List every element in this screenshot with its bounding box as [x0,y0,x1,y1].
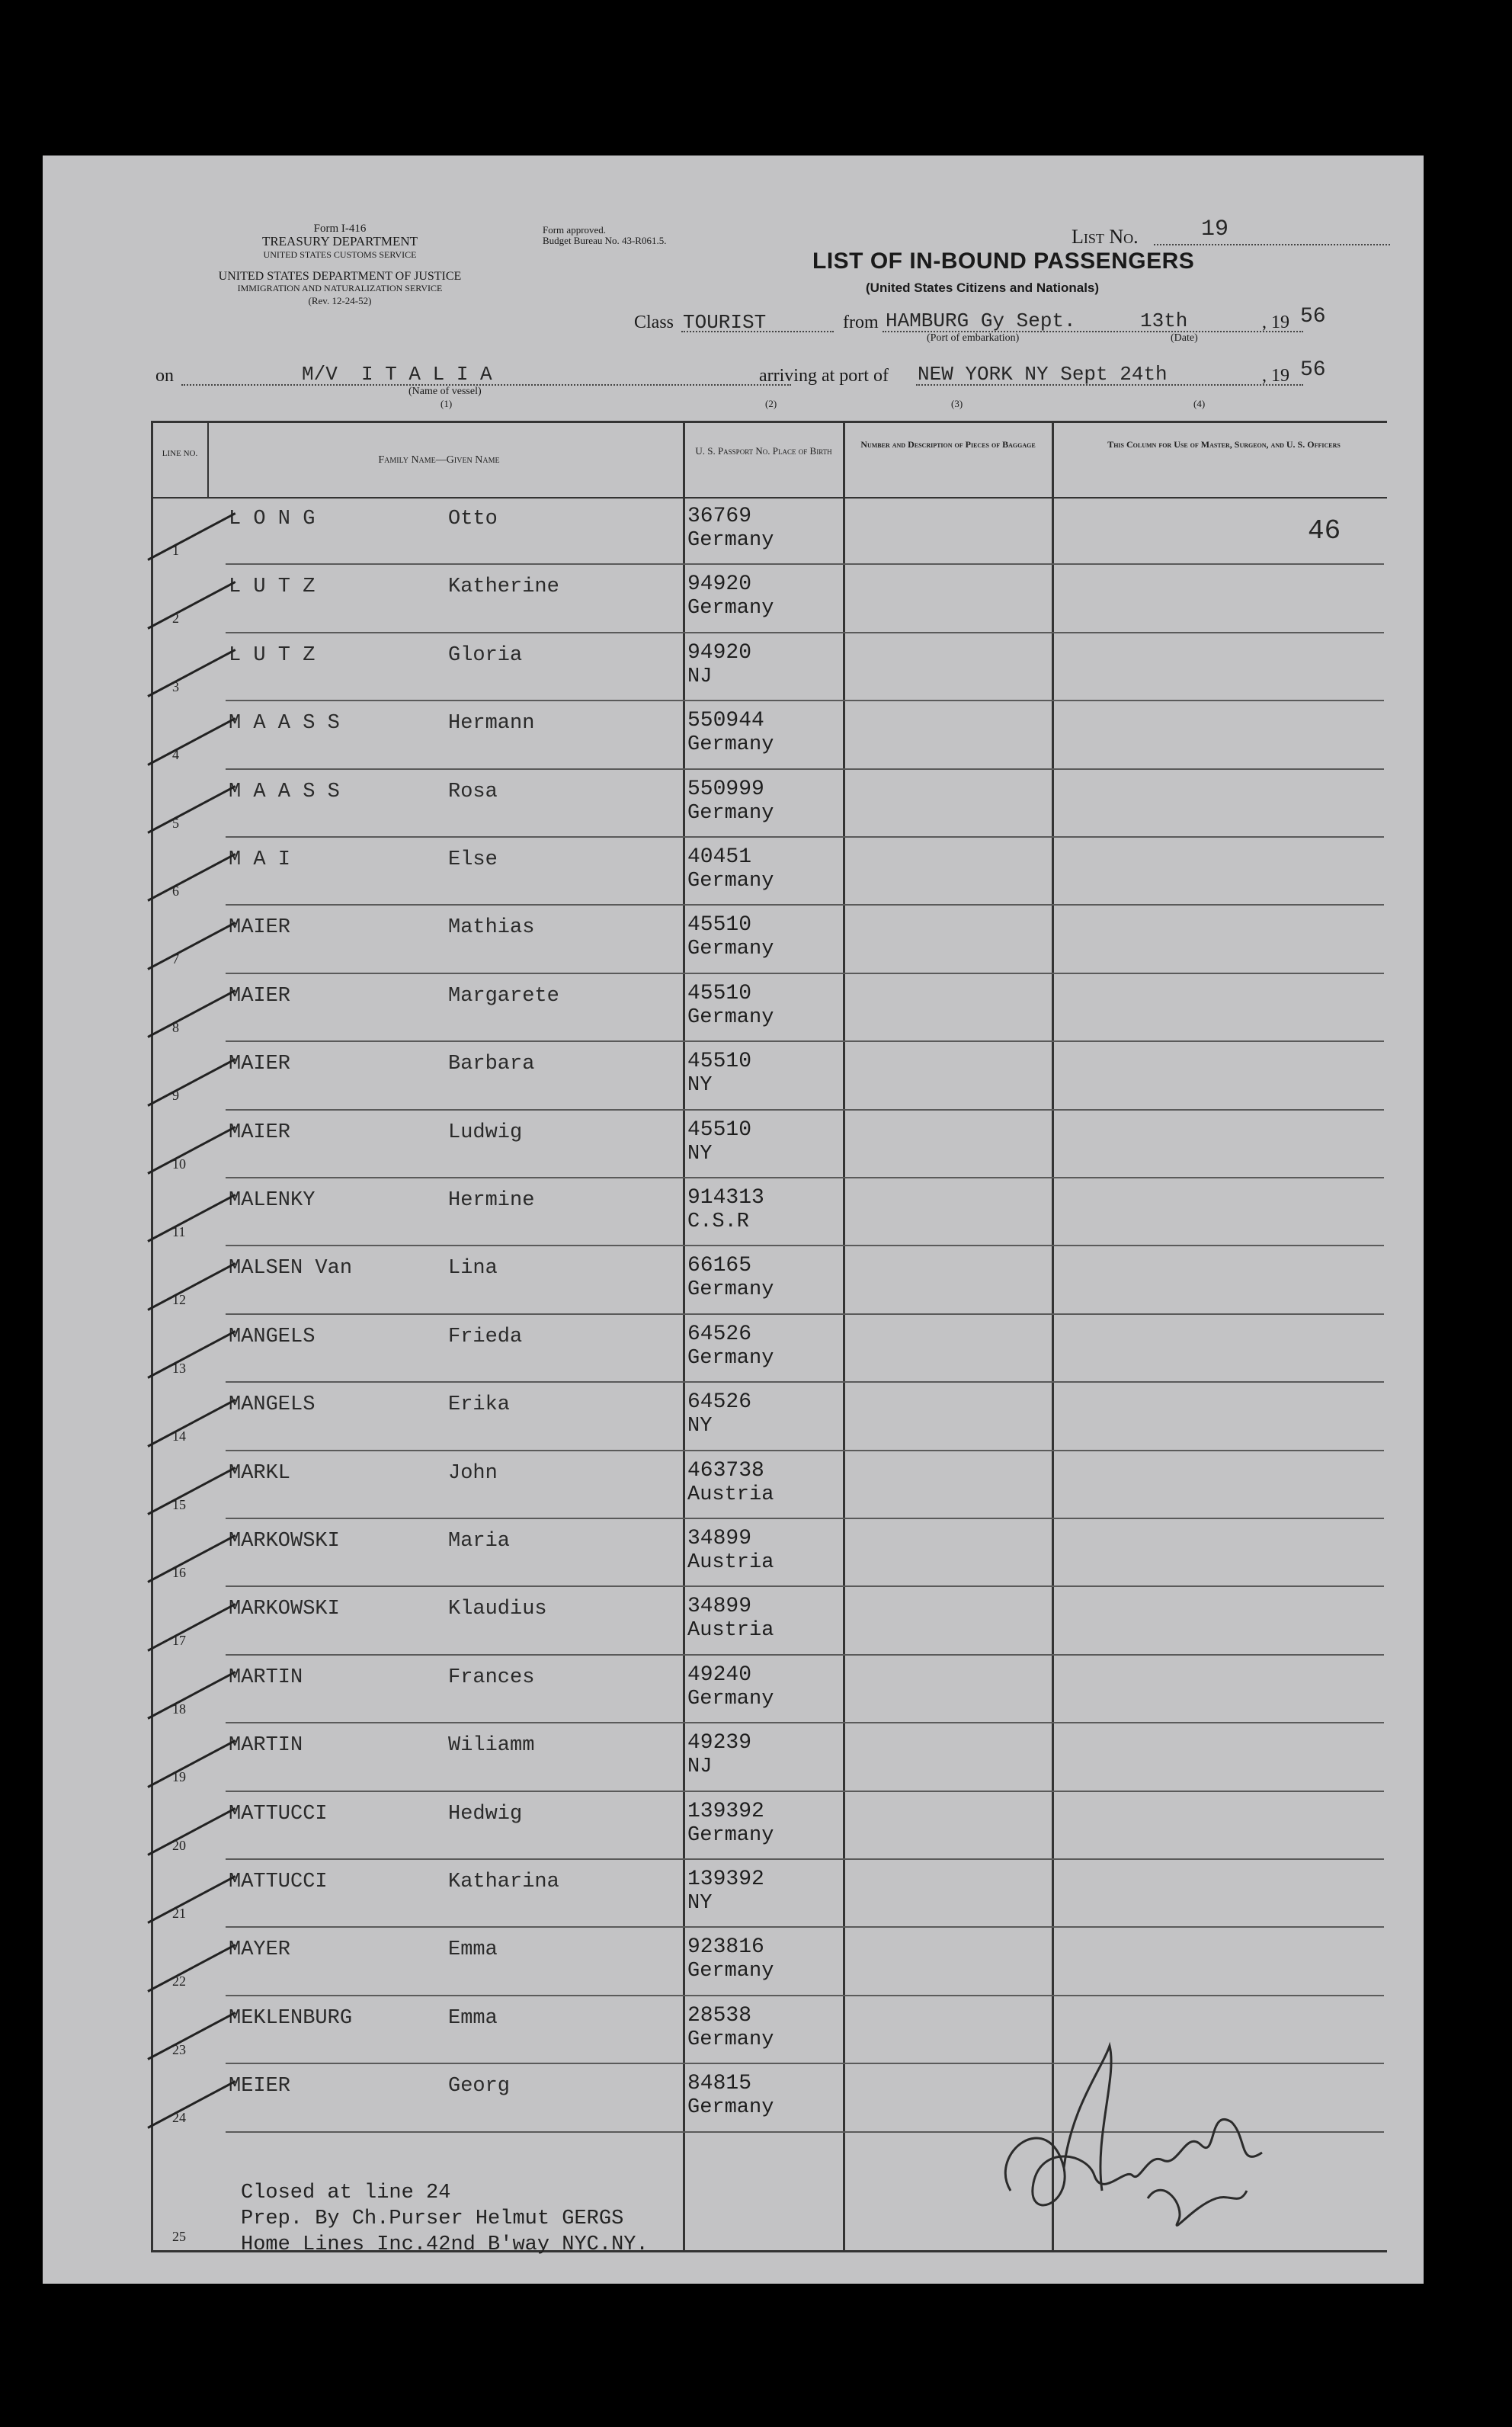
line-number: 20 [172,1837,186,1853]
passport-number: 66165 [687,1254,752,1278]
passenger-row [43,770,1424,838]
form-approved: Form approved. [543,224,607,236]
arriving-year-prefix: , 19 [1262,366,1289,386]
col-officers: This Column for Use of Master, Surgeon, and U. S. Officers [1107,439,1341,450]
col1-number: (1) [440,398,453,409]
checkmark-stroke [147,1126,235,1175]
place-of-birth: Austria [687,1551,774,1574]
line-no-divider [207,421,209,497]
passport-number: 40451 [687,845,752,869]
col-line-no: LINE NO. [162,449,198,458]
col-name: Family Name—Given Name [378,454,500,466]
line-number: 6 [172,883,179,899]
line-number: 13 [172,1360,186,1376]
passport-number: 139392 [687,1868,764,1891]
arriving-year-value: 56 [1300,358,1326,382]
given-name: Georg [448,2075,511,2098]
checkmark-stroke [147,1058,235,1107]
checkmark-stroke [147,649,235,697]
given-name: Emma [448,2006,498,2030]
table-top-rule [151,421,1387,423]
vessel-name: M/V I T A L I A [302,363,492,386]
line-number: 2 [172,611,179,627]
line-number: 7 [172,951,179,967]
given-name: Mathias [448,916,535,940]
passport-number: 36769 [687,505,752,528]
checkmark-stroke [147,1330,235,1379]
checkmark-stroke [147,854,235,903]
line-number: 19 [172,1769,186,1785]
passenger-row [43,1246,1424,1314]
place-of-birth: Germany [687,1687,774,1710]
place-of-birth: Germany [687,2096,774,2120]
checkmark-stroke [147,785,235,834]
from-year-prefix: , 19 [1262,313,1289,332]
checkmark-stroke [147,1194,235,1243]
checkmark-stroke [147,1535,235,1584]
line-number: 4 [172,747,179,763]
list-no-dots [1154,244,1390,245]
passport-number: 34899 [687,1595,752,1619]
class-value: TOURIST [683,311,767,334]
given-name: Hedwig [448,1802,523,1826]
passport-number: 64526 [687,1322,752,1346]
checkmark-stroke [147,922,235,970]
line-number: 24 [172,2110,186,2126]
passport-number: 45510 [687,981,752,1005]
form-number: Form I-416 [313,223,367,235]
revision: (Rev. 12-24-52) [308,295,372,306]
family-name: MALENKY [229,1189,316,1212]
closed-note: Closed at line 24 [241,2182,451,2204]
customs-service: UNITED STATES CUSTOMS SERVICE [263,249,417,260]
passport-number: 550999 [687,777,764,801]
given-name: Klaudius [448,1598,547,1621]
place-of-birth: NJ [687,1755,713,1779]
family-name: MARKOWSKI [229,1598,340,1621]
given-name: Frieda [448,1325,523,1348]
given-name: Erika [448,1393,511,1417]
passenger-row [43,497,1424,565]
line-number: 8 [172,1019,179,1035]
place-of-birth: NY [687,1415,713,1438]
arriving-value: NEW YORK NY Sept 24th [918,363,1168,386]
given-name: Frances [448,1666,535,1689]
col-baggage: Number and Description of Pieces of Baggage [860,439,1036,450]
family-name: L U T Z [229,643,316,667]
passport-number: 28538 [687,2003,752,2028]
given-name: Ludwig [448,1121,523,1144]
family-name: MANGELS [229,1325,316,1348]
checkmark-stroke [147,989,235,1038]
prepared-by-note: Prep. By Ch.Purser Helmut GERGS [241,2207,624,2230]
passenger-row [43,1178,1424,1246]
passenger-row [43,1315,1424,1383]
passenger-row [43,1656,1424,1723]
checkmark-stroke [147,2012,235,2060]
passenger-row [43,906,1424,973]
family-name: L O N G [229,508,316,531]
line-number: 16 [172,1565,186,1580]
line-number: 22 [172,1973,186,1989]
given-name: Wiliamm [448,1734,535,1758]
family-name: MEIER [229,2075,291,2098]
passenger-row [43,1860,1424,1928]
family-name: M A I [229,848,291,871]
passport-number: 64526 [687,1390,752,1415]
given-name: Gloria [448,643,523,667]
place-of-birth: Germany [687,2028,774,2051]
place-of-birth: Germany [687,1005,774,1029]
line-number: 14 [172,1428,186,1444]
given-name: Lina [448,1257,498,1281]
passport-number: 550944 [687,709,764,733]
given-name: Barbara [448,1053,535,1076]
family-name: M A A S S [229,780,340,803]
line-number: 21 [172,1906,186,1921]
given-name: John [448,1461,498,1485]
place-of-birth: NY [687,1892,713,1915]
from-value: HAMBURG Gy Sept. [886,309,1076,332]
line-number: 17 [172,1633,186,1649]
class-label: Class [634,313,674,332]
line-number: 12 [172,1292,186,1308]
place-of-birth: Germany [687,1960,774,1983]
given-name: Else [448,848,498,871]
family-name: MAIER [229,1053,291,1076]
justice-dept: UNITED STATES DEPARTMENT OF JUSTICE [218,270,462,283]
from-label: from [843,313,879,332]
passenger-row [43,1587,1424,1655]
family-name: MAIER [229,984,291,1008]
place-of-birth: Austria [687,1619,774,1643]
line-number: 3 [172,678,179,694]
place-of-birth: Germany [687,597,774,620]
checkmark-stroke [147,1739,235,1788]
family-name: MAYER [229,1938,291,1962]
form-page [43,155,1424,2284]
page-subtitle: (United States Citizens and Nationals) [866,281,1100,295]
passenger-row [43,1042,1424,1110]
col2-number: (2) [765,398,777,409]
passport-number: 923816 [687,1935,764,1960]
line-number: 15 [172,1496,186,1512]
checkmark-stroke [147,1944,235,1993]
passenger-row [43,1383,1424,1451]
place-of-birth: Germany [687,801,774,825]
checkmark-stroke [147,1671,235,1720]
place-of-birth: Germany [687,938,774,961]
passport-number: 94920 [687,572,752,597]
place-of-birth: Germany [687,733,774,757]
place-of-birth: Germany [687,1346,774,1370]
place-of-birth: Germany [687,870,774,893]
place-of-birth: Germany [687,1823,774,1847]
family-name: MAIER [229,916,291,940]
line-number: 5 [172,815,179,831]
passport-number: 34899 [687,1527,752,1550]
home-lines-note: Home Lines Inc.42nd B'way NYC.NY. [241,2233,649,2256]
line-number: 1 [172,543,179,558]
passport-number: 49239 [687,1731,752,1755]
passenger-row [43,838,1424,906]
passenger-row [43,1928,1424,1996]
line-number: 23 [172,2041,186,2057]
family-name: MALSEN Van [229,1257,353,1281]
arriving-label: arriving at port of [759,366,889,386]
given-name: Maria [448,1530,511,1553]
place-of-birth: C.S.R [687,1210,750,1233]
given-name: Katherine [448,575,559,599]
line-number: 9 [172,1088,179,1104]
family-name: M A A S S [229,712,340,736]
family-name: L U T Z [229,575,316,599]
checkmark-stroke [147,581,235,630]
given-name: Margarete [448,984,559,1008]
checkmark-stroke [147,1467,235,1515]
line-number: 18 [172,1701,186,1717]
passport-number: 84815 [687,2072,752,2096]
port-embark-caption: (Port of embarkation) [927,332,1020,344]
from-date: 13th [1140,309,1188,332]
passenger-row [43,633,1424,701]
passenger-row [43,1111,1424,1178]
handwritten-signature [957,2015,1308,2244]
family-name: MAIER [229,1121,291,1144]
given-name: Katharina [448,1871,559,1893]
passenger-row [43,1792,1424,1860]
checkmark-stroke [147,2080,235,2129]
passenger-row [43,1723,1424,1791]
line-number: 11 [172,1224,186,1239]
col-passport: U. S. Passport No. Place of Birth [695,445,832,457]
family-name: MARTIN [229,1666,303,1689]
checkmark-stroke [147,513,235,562]
col3-number: (3) [951,398,963,409]
family-name: MATTUCCI [229,1802,328,1826]
given-name: Otto [448,508,498,531]
passport-number: 139392 [687,1799,764,1823]
on-label: on [155,366,174,386]
page-mark: 46 [1308,515,1341,547]
from-year-value: 56 [1300,305,1326,329]
given-name: Rosa [448,780,498,803]
passport-number: 49240 [687,1662,752,1687]
family-name: MANGELS [229,1393,316,1417]
col4-number: (4) [1193,398,1206,409]
family-name: MEKLENBURG [229,2006,353,2030]
given-name: Hermine [448,1189,535,1212]
place-of-birth: NY [687,1142,713,1165]
line-number: 10 [172,1156,186,1172]
passport-number: 45510 [687,913,752,938]
passenger-row [43,701,1424,769]
place-of-birth: Germany [687,529,774,552]
checkmark-stroke [147,1262,235,1311]
budget-bureau: Budget Bureau No. 43-R061.5. [543,235,667,246]
place-of-birth: NJ [687,665,713,688]
place-of-birth: Austria [687,1483,774,1506]
place-of-birth: Germany [687,1278,774,1302]
family-name: MATTUCCI [229,1871,328,1893]
ins-service: IMMIGRATION AND NATURALIZATION SERVICE [237,283,443,293]
family-name: MARKOWSKI [229,1530,340,1553]
line-25-number: 25 [172,2229,186,2244]
family-name: MARTIN [229,1734,303,1758]
given-name: Emma [448,1938,498,1962]
passport-number: 914313 [687,1186,764,1210]
list-no-label: List No. [1072,226,1139,248]
checkmark-stroke [147,1876,235,1925]
date-caption: (Date) [1171,332,1198,344]
passenger-row [43,974,1424,1042]
checkmark-stroke [147,1399,235,1448]
passenger-row [43,565,1424,633]
passenger-row [43,1451,1424,1519]
passport-number: 45510 [687,1050,752,1074]
passenger-row [43,1519,1424,1587]
passport-number: 45510 [687,1117,752,1142]
treasury-dept: TREASURY DEPARTMENT [261,234,418,248]
family-name: MARKL [229,1461,291,1485]
place-of-birth: NY [687,1074,713,1098]
given-name: Hermann [448,712,535,736]
checkmark-stroke [147,1603,235,1652]
page-title: LIST OF IN-BOUND PASSENGERS [812,248,1195,274]
passport-number: 94920 [687,640,752,665]
vessel-caption: (Name of vessel) [408,386,482,397]
checkmark-stroke [147,717,235,766]
list-no-value: 19 [1201,216,1229,242]
checkmark-stroke [147,1807,235,1856]
passport-number: 463738 [687,1458,764,1483]
